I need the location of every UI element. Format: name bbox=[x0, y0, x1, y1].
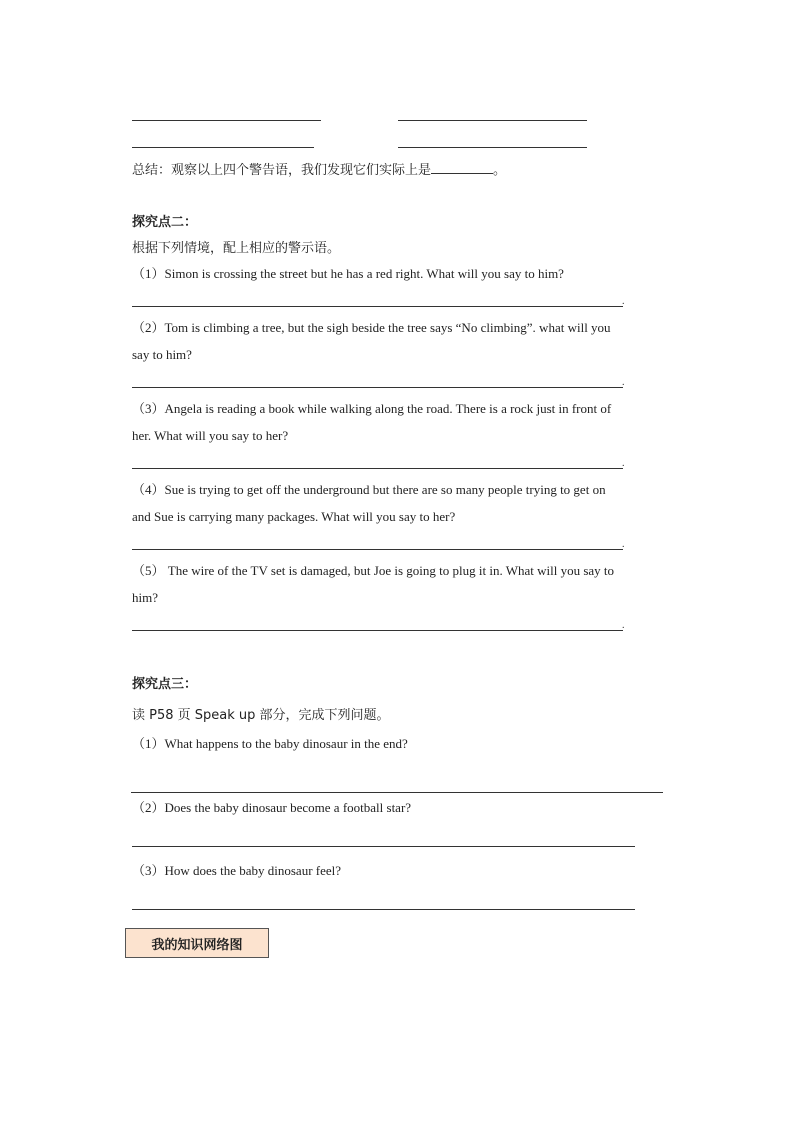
section2-question-4 bbox=[132, 476, 606, 530]
section2-question-1-line1: （1）Simon is crossing the street but he has a red right. What will you say to him? bbox=[132, 266, 564, 281]
section2-answer-end-1: . bbox=[622, 296, 625, 307]
section3-answer-line-3[interactable] bbox=[132, 909, 635, 910]
section2-question-4-line1: （4）Sue is trying to get off the underground but there are so many people trying to get on bbox=[132, 482, 606, 497]
section3-question-2: （2）Does the baby dinosaur become a football star? bbox=[132, 800, 412, 815]
summary-text bbox=[132, 159, 506, 178]
answer-line-top-right-1[interactable] bbox=[398, 120, 587, 121]
section2-answer-line-2[interactable] bbox=[132, 387, 623, 388]
knowledge-network-label: 我的知识网络图 bbox=[151, 937, 243, 953]
section2-question-5-line1: （5） The wire of the TV set is damaged, but Joe is going to plug it in. What will you say to bbox=[132, 563, 615, 578]
section2-answer-end-4: . bbox=[622, 539, 625, 550]
section3-answer-line-2[interactable] bbox=[132, 846, 635, 847]
section3-heading: 探究点三： bbox=[132, 677, 198, 692]
answer-line-top-right-2[interactable] bbox=[398, 147, 587, 148]
section3-answer-line-1[interactable] bbox=[131, 792, 663, 793]
section2-question-2-line1: （2）Tom is climbing a tree, but the sigh beside the tree says “No climbing”. what will you bbox=[132, 320, 611, 335]
section3-question-1: （1）What happens to the baby dinosaur in the end? bbox=[132, 736, 408, 751]
summary-suffix: 。 bbox=[493, 163, 507, 178]
summary-blank[interactable] bbox=[431, 161, 493, 174]
section2-question-3-line1: （3）Angela is reading a book while walking along the road. There is a rock just in front of bbox=[132, 401, 612, 416]
answer-line-top-left-2[interactable] bbox=[132, 147, 314, 148]
section2-question-3 bbox=[132, 395, 611, 449]
summary-prefix: 总结：观察以上四个警告语，我们发现它们实际上是 bbox=[132, 163, 432, 178]
section2-question-5 bbox=[132, 557, 614, 611]
section2-answer-line-1[interactable] bbox=[132, 306, 623, 307]
section3-question-3: （3）How does the baby dinosaur feel? bbox=[132, 863, 342, 878]
section2-answer-end-5: . bbox=[622, 620, 625, 631]
section2-question-4-line2: and Sue is carrying many packages. What will you say to her? bbox=[132, 509, 456, 524]
section2-question-5-line2: him? bbox=[132, 590, 158, 605]
section2-answer-end-2: . bbox=[622, 377, 625, 388]
knowledge-network-box bbox=[125, 928, 269, 958]
section2-answer-line-4[interactable] bbox=[132, 549, 623, 550]
answer-line-top-left-1[interactable] bbox=[132, 120, 321, 121]
section2-answer-end-3: . bbox=[622, 458, 625, 469]
section3-instruction: 读 P58 页 Speak up 部分，完成下列问题。 bbox=[132, 708, 390, 723]
section2-question-2-line2: say to him? bbox=[132, 347, 192, 362]
section2-answer-line-5[interactable] bbox=[132, 630, 623, 631]
section2-question-3-line2: her. What will you say to her? bbox=[132, 428, 289, 443]
section2-instruction: 根据下列情境，配上相应的警示语。 bbox=[132, 241, 341, 256]
section2-question-1 bbox=[132, 260, 564, 287]
section2-heading: 探究点二： bbox=[132, 215, 198, 230]
section2-question-2 bbox=[132, 314, 611, 368]
section2-answer-line-3[interactable] bbox=[132, 468, 623, 469]
